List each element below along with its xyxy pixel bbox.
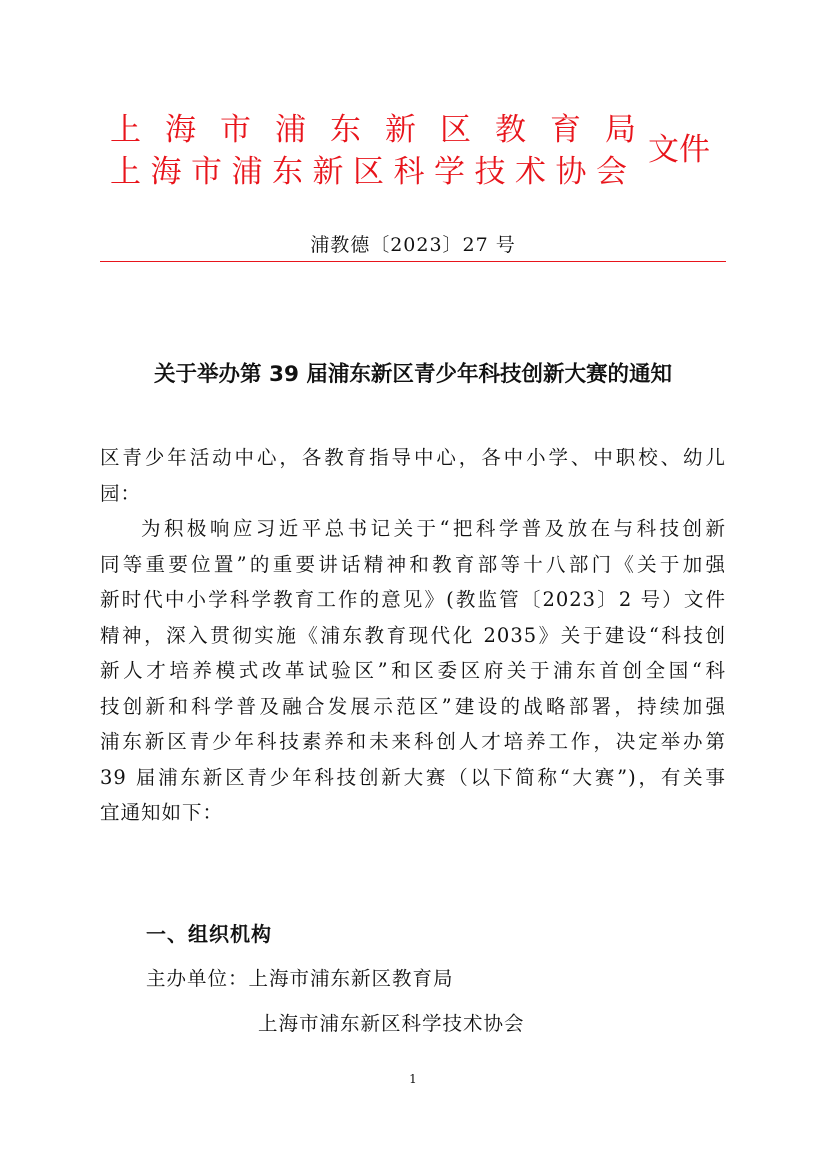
paragraph-line: 技创新和科学普及融合发展示范区”建设的战略部署，持续加强 — [100, 694, 726, 718]
document-label: 文件 — [648, 132, 710, 168]
host-unit-1: 上海市浦东新区教育局 — [248, 967, 454, 990]
page-number: 1 — [409, 1072, 417, 1086]
masthead — [110, 100, 750, 190]
section-heading-organization: 一、组织机构 — [146, 922, 272, 946]
notice-body — [100, 440, 726, 831]
paragraph-line: 同等重要位置”的重要讲话精神和教育部等十八部门《关于加强 — [100, 552, 726, 576]
host-unit-line — [146, 963, 454, 991]
recipients-line-1: 区青少年活动中心，各教育指导中心，各中小学、中职校、幼儿 — [100, 446, 726, 469]
document-number: 浦教德〔2023〕27 号 — [310, 234, 516, 256]
notice-title: 关于举办第 39 届浦东新区青少年科技创新大赛的通知 — [154, 362, 672, 387]
host-unit-label: 主办单位： — [146, 967, 249, 990]
paragraph-line: 39 届浦东新区青少年科技创新大赛（以下简称“大赛”)，有关事 — [100, 765, 726, 789]
paragraph-line: 宜通知如下： — [100, 801, 224, 824]
paragraph-line: 浦东新区青少年科技素养和未来科创人才培养工作，决定举办第 — [100, 730, 726, 753]
red-divider-line — [100, 261, 726, 262]
issuing-agency-education-bureau: 上海市浦东新区教育局 — [110, 112, 660, 148]
host-unit-2: 上海市浦东新区科学技术协会 — [258, 1012, 525, 1035]
paragraph-line: 新人才培养模式改革试验区”和区委区府关于浦东首创全国“科 — [100, 659, 726, 682]
paragraph-line: 精神，深入贯彻实施《浦东教育现代化 2035》关于建设“科技创 — [100, 623, 726, 647]
paragraph-line: 为积极响应习近平总书记关于“把科学普及放在与科技创新 — [141, 517, 726, 540]
recipients-line-2: 园： — [100, 481, 142, 505]
paragraph-line: 新时代中小学科学教育工作的意见》(教监管〔2023〕2 号）文件 — [100, 588, 726, 611]
issuing-agency-science-association: 上海市浦东新区科学技术协会 — [110, 154, 637, 190]
